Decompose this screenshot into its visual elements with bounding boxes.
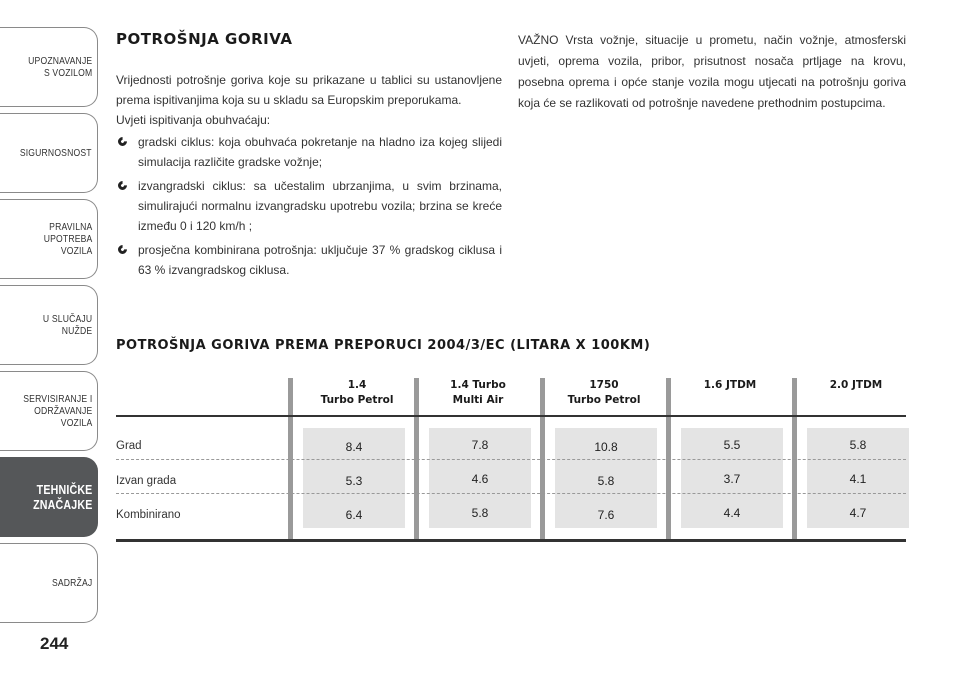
bullet-icon — [116, 135, 129, 148]
value-kombinirano: 6.4 — [345, 508, 363, 522]
column-divider — [288, 378, 293, 542]
column-header-1-4-turbo-petrol: 1.4 Turbo Petrol — [320, 379, 394, 406]
conditions-title: Uvjeti ispitivanja obuhvaćaju: — [116, 113, 271, 127]
tab-u-slucaju-nuzde[interactable]: U SLUČAJU NUŽDE — [0, 285, 98, 365]
bullet-icon — [116, 243, 129, 256]
column-divider — [792, 378, 797, 542]
page-number: 244 — [40, 634, 69, 653]
tab-pravilna-upotreba[interactable]: PRAVILNA UPOTREBA VOZILA — [0, 199, 98, 279]
important-note: VAŽNO Vrsta vožnje, situacije u prometu, način vožnje, atmosferski uvjeti, oprema vozila, pribor, prisutnost nosača prtljage na krovu, posebna oprema i opće stanje vozila mogu utjecati na potrošnju goriva koja će se razlikovati od potrošnje navedene prethodnim postupcima. — [518, 33, 906, 110]
row-label-grad: Grad — [116, 440, 142, 452]
list-item: prosječna kombinirana potrošnja: uključuje 37 % gradskog ciklusa i 63 % izvangradskog ciklusa. — [116, 240, 502, 280]
bullet-icon — [116, 179, 129, 192]
list-item: izvangradski ciklus: sa učestalim ubrzanjima, u svim brzinama, simulirajući normalnu izvangradsku upotrebu vozila; brzina se kreće između 0 i 120 km/h ; — [116, 176, 502, 236]
intro-column — [116, 70, 502, 284]
row-separator — [116, 459, 906, 460]
value-grad: 10.8 — [594, 440, 618, 454]
value-grad: 7.8 — [471, 438, 489, 452]
tab-sadrzaj[interactable]: SADRŽAJ — [0, 543, 98, 623]
value-izvan-grada: 3.7 — [723, 472, 741, 486]
value-izvan-grada: 4.6 — [471, 472, 489, 486]
value-grad: 5.8 — [849, 438, 867, 452]
tab-servisiranje[interactable]: SERVISIRANJE I ODRŽAVANJE VOZILA — [0, 371, 98, 451]
column-header-2-0-jtdm: 2.0 JTDM — [829, 379, 883, 391]
list-item: gradski ciklus: koja obuhvaća pokretanje na hladno iza kojeg slijedi simulacija različite gradske vožnje; — [116, 132, 502, 172]
value-kombinirano: 7.6 — [597, 508, 615, 522]
row-separator — [116, 493, 906, 494]
table-title: POTROŠNJA GORIVA PREMA PREPORUCI 2004/3/EC (LITARA X 100KM) — [116, 338, 651, 353]
tab-sigurnosnost[interactable]: SIGURNOSNOST — [0, 113, 98, 193]
column-divider — [414, 378, 419, 542]
table-bottom-rule — [116, 539, 906, 542]
chapter-sidebar — [0, 0, 103, 677]
column-header-1750-turbo-petrol: 1750 Turbo Petrol — [567, 379, 641, 406]
row-label-kombinirano: Kombinirano — [116, 509, 181, 521]
column-divider — [666, 378, 671, 542]
tab-tehnicke-znacajke[interactable]: TEHNIČKE ZNAČAJKE — [0, 457, 98, 537]
value-grad: 8.4 — [345, 440, 363, 454]
row-label-izvan-grada: Izvan grada — [116, 475, 177, 487]
intro-paragraph: Vrijednosti potrošnje goriva koje su prikazane u tablici su ustanovljene prema ispitivanjima koja su u skladu sa Europskim preporukama. — [116, 73, 502, 107]
consumption-table — [116, 372, 906, 544]
value-izvan-grada: 4.1 — [849, 472, 867, 486]
table-top-rule — [116, 415, 906, 417]
column-header-1-6-jtdm: 1.6 JTDM — [703, 379, 757, 391]
section-title: POTROŠNJA GORIVA — [116, 30, 293, 48]
column-divider — [540, 378, 545, 542]
value-kombinirano: 5.8 — [471, 506, 489, 520]
column-header-1-4-turbo-multi-air: 1.4 Turbo Multi Air — [450, 379, 506, 406]
conditions-list — [116, 132, 502, 280]
value-kombinirano: 4.4 — [723, 506, 741, 520]
value-grad: 5.5 — [723, 438, 741, 452]
value-izvan-grada: 5.8 — [597, 474, 615, 488]
value-izvan-grada: 5.3 — [345, 474, 363, 488]
tab-upoznavanje[interactable]: UPOZNAVANJE S VOZILOM — [0, 27, 98, 107]
value-kombinirano: 4.7 — [849, 506, 867, 520]
